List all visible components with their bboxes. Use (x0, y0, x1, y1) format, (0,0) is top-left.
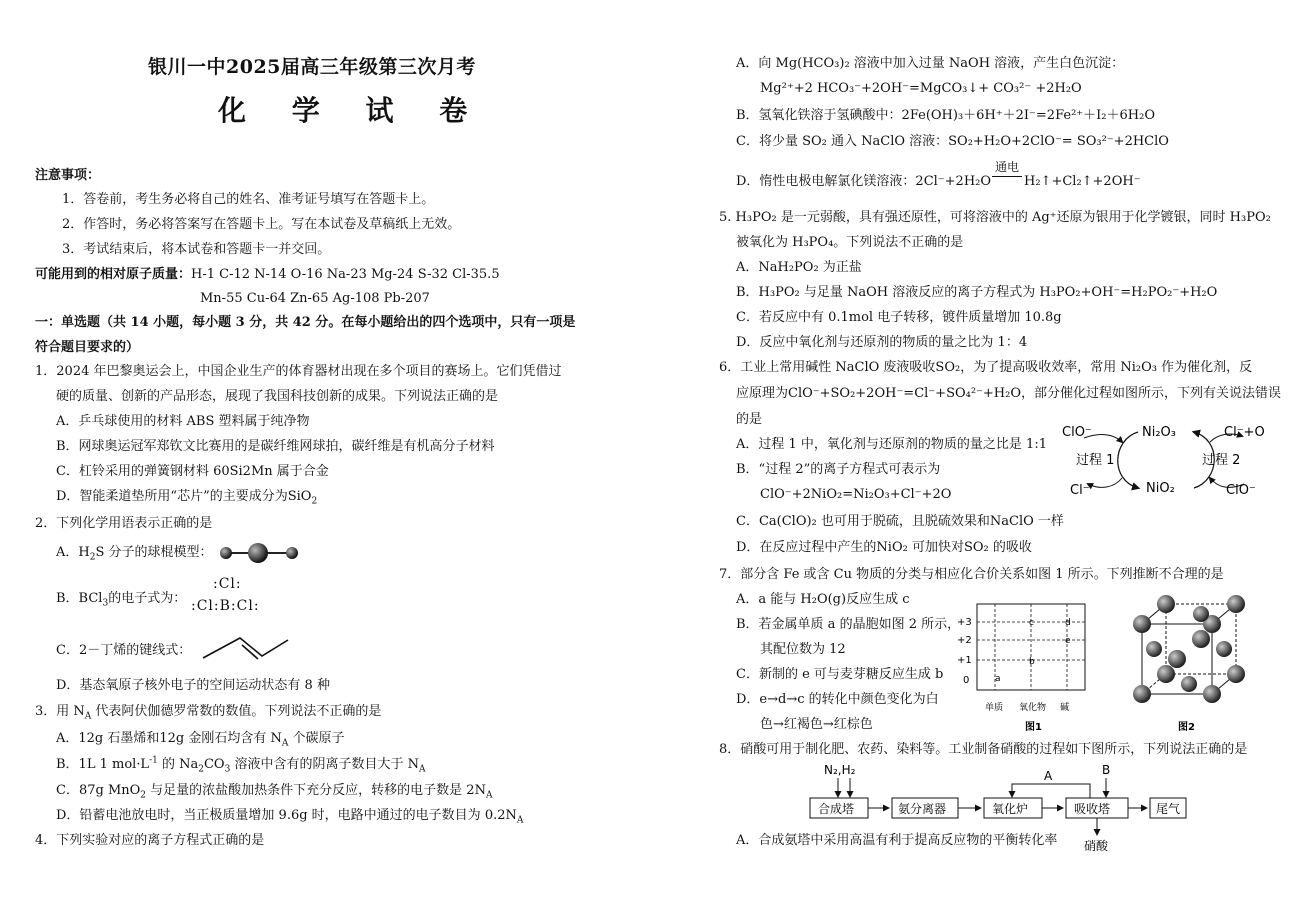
point-label-a: a (995, 674, 1001, 684)
point-label-c: c (1029, 618, 1034, 628)
fig-cl-o: Cl⁻+O (1224, 425, 1265, 440)
ytick-label: 0 (963, 675, 970, 686)
q6-option-c: C．Ca(ClO)₂ 也可用于脱硫，且脱硫效果和NaClO 一样 (736, 514, 1064, 529)
xcat-label: 氧化物 (1019, 703, 1047, 713)
q5-stem: 5. H₃PO₂ 是一元弱酸，具有强还原性，可将溶液中的 Ag⁺还原为银用于化学镀银，同时 H₃PO₂ (719, 210, 1271, 225)
reaction-arrow (992, 176, 1022, 177)
atomic-masses-line1: 可能用到的相对原子质量：H-1 C-12 N-14 O-16 Na-23 Mg-24 S-32 Cl-35.5 (35, 267, 500, 282)
q1-option-b: B．网球奥运冠军郑钦文比赛用的是碳纤维网球拍，碳纤维是有机高分子材料 (56, 439, 495, 454)
q4-option-c: C．将少量 SO₂ 通入 NaClO 溶液：SO₂+H₂O+2ClO⁻= SO₃²⁻+2HClO (736, 134, 1169, 149)
q4-stem: 4．下列实验对应的离子方程式正确的是 (35, 833, 265, 848)
point-label-e: e (1065, 636, 1071, 646)
xcat-label: 单质 (985, 703, 1004, 713)
q6-stem: 6．工业上常用碱性 NaClO 废液吸收SO₂，为了提高吸收效率，常用 Ni₂O₃ 作为催化剂，反 (719, 360, 1253, 375)
note-item: 1．答卷前，考生务必将自己的姓名、准考证号填写在答题卡上。 (62, 192, 435, 207)
q2-option-a: A．$H_2S$ 分子的球棍模型： (56, 545, 213, 563)
ytick-label: +3 (957, 617, 972, 628)
q4-option-b: B．氢氧化铁溶于氢碘酸中：2Fe(OH)₃＋6H⁺＋2I⁻=2Fe²⁺＋I₂＋6H₂O (736, 108, 1155, 123)
q7-option-c: C．新制的 e 可与麦芽糖反应生成 b (736, 667, 944, 682)
fig-clo-right: ClO⁻ (1226, 483, 1256, 498)
q6-option-b: B．“过程 2”的离子方程式可表示为 (736, 462, 941, 477)
catalytic-cycle-diagram (1060, 418, 1272, 504)
q3-option-c: C．87g MnO$_2$ 与足量的浓盐酸加热条件下充分反应，转移的电子数是 $2N_A$ (56, 783, 493, 801)
q4-option-a-equation: Mg²⁺+2 HCO₃⁻+2OH⁻=MgCO₃↓+ CO₃²⁻ +2H₂O (760, 81, 1082, 96)
note-item: 2．作答时，务必将答案写在答题卡上。写在本试卷及草稿纸上无效。 (62, 217, 461, 232)
q4-option-d-products: H₂↑+Cl₂↑+2OH⁻ (1024, 174, 1141, 189)
q3-option-a: A．12g 石墨烯和12g 金刚石均含有 $N_A$ 个碳原子 (56, 731, 345, 749)
q5-option-a: A．NaH₂PO₂ 为正盐 (736, 260, 862, 275)
q8-stem: 8．硝酸可用于制化肥、农药、染料等。工业制备硝酸的过程如下图所示，下列说法正确的是 (719, 742, 1248, 757)
q3-option-b: B．1L 1 $mol\cdot L^{-1}$ 的 $Na_2CO_3$ 溶液中含有的阴离子数目大于 $N_A$ (56, 755, 426, 775)
q2-stem: 2．下列化学用语表示正确的是 (35, 516, 213, 531)
q7-option-b-cont: 其配位数为 12 (760, 642, 846, 657)
ytick-label: +2 (957, 635, 972, 646)
flow-stream-b: B (1102, 763, 1111, 777)
q2-option-c: C．2－丁烯的键线式： (56, 643, 192, 658)
fig-process2: 过程 2 (1202, 453, 1241, 468)
exam-title: 银川一中2025届高三年级第三次月考 (148, 56, 476, 78)
flow-inputs: N₂,H₂ (824, 763, 856, 777)
q3-option-d: D．铅蓄电池放电时，当正极质量增加 9.6g 时，电路中通过的电子数目为 $0.2N_A$ (56, 808, 524, 826)
electron-formula-top: :Cl: (213, 576, 242, 592)
fig-nio2: NiO₂ (1146, 481, 1175, 496)
flow-box-label: 合成塔 (818, 802, 855, 816)
q3-stem: 3．用 $N_A$ 代表阿伏伽德罗常数的数值。下列说法不正确的是 (35, 704, 382, 722)
subject-title: 化 学 试 卷 (218, 94, 486, 127)
section-heading: 一：单选题（共 14 小题，每小题 3 分，共 42 分。在每小题给出的四个选项中，只有一项是 (35, 315, 576, 330)
fig-ni2o3: Ni₂O₃ (1142, 425, 1176, 440)
q1-stem-cont: 硬的质量、创新的产品形态，展现了我国科技创新的成果。下列说法正确的是 (56, 389, 499, 404)
figure1-caption: 图1 (1025, 722, 1042, 733)
q4-option-d: D．惰性电极电解氯化镁溶液：2Cl⁻+2H₂O (736, 174, 992, 189)
flow-box-label: 吸收塔 (1074, 802, 1111, 816)
q7-option-d: D．e→d→c 的转化中颜色变化为白 (736, 692, 939, 707)
xcat-label: 碱 (1060, 703, 1070, 713)
fig-cl-left: Cl⁻ (1070, 483, 1090, 498)
q4-option-a: A．向 Mg(HCO₃)₂ 溶液中加入过量 NaOH 溶液，产生白色沉淀： (736, 56, 1125, 71)
note-item: 3．考试结束后，将本试卷和答题卡一并交回。 (62, 242, 331, 257)
fcc-unit-cell-diagram (1128, 590, 1248, 736)
q5-stem-cont: 被氧化为 H₃PO₄。下列说法不正确的是 (736, 235, 964, 250)
q7-option-d-cont: 色→红褐色→红棕色 (760, 717, 873, 732)
point-label-d: d (1065, 618, 1071, 628)
q8-option-a: A．合成氨塔中采用高温有利于提高反应物的平衡转化率 (736, 833, 1058, 848)
q5-option-d: D．反应中氧化剂与还原剂的物质的量之比为 1：4 (736, 335, 1028, 350)
q7-option-a: A．a 能与 H₂O(g)反应生成 c (736, 592, 910, 607)
electrolysis-condition: 通电 (995, 160, 1020, 174)
point-label-b: b (1029, 657, 1035, 667)
skeletal-formula-icon (200, 634, 292, 664)
q7-stem: 7．部分含 Fe 或含 Cu 物质的分类与相应化合价关系如图 1 所示。下列推断不合理的是 (719, 567, 1224, 582)
atomic-masses-line2: Mn-55 Cu-64 Zn-65 Ag-108 Pb-207 (200, 291, 430, 306)
q1-option-d: D．智能柔道垫所用“芯片”的主要成分为SiO$_2$ (56, 489, 318, 507)
electron-formula-main: :Cl:B:Cl: (191, 598, 260, 614)
valence-category-chart (955, 600, 1095, 734)
flow-stream-a: A (1044, 769, 1053, 783)
ball-stick-model-icon (218, 542, 300, 564)
q2-option-b: B．BCl$_3$的电子式为： (56, 591, 187, 609)
q1-stem: 1．2024 年巴黎奥运会上，中国企业生产的体育器材出现在多个项目的赛场上。它们凭借过 (35, 364, 562, 379)
notes-heading: 注意事项： (35, 168, 101, 183)
q6-option-a: A．过程 1 中，氧化剂与还原剂的物质的量之比是 1:1 (736, 437, 1047, 452)
flow-product: 硝酸 (1084, 839, 1109, 853)
q7-option-b: B．若金属单质 a 的晶胞如图 2 所示， (736, 617, 961, 632)
q2-option-d: D．基态氧原子核外电子的空间运动状态有 8 种 (56, 678, 330, 693)
section-heading-cont: 符合题目要求的） (35, 340, 140, 355)
q5-option-c: C．若反应中有 0.1mol 电子转移，镀件质量增加 10.8g (736, 310, 1062, 325)
fig-process1: 过程 1 (1076, 453, 1115, 468)
flow-box-label: 氧化炉 (992, 802, 1029, 816)
q1-option-c: C．杠铃采用的弹簧钢材料 60Si2Mn 属于合金 (56, 464, 329, 479)
ytick-label: +1 (957, 655, 972, 666)
fig-clo-left: ClO⁻ (1062, 425, 1092, 440)
figure2-caption: 图2 (1178, 722, 1195, 733)
q6-option-b-equation: ClO⁻+2NiO₂=Ni₂O₃+Cl⁻+2O (760, 487, 952, 502)
q6-stem-cont: 应原理为ClO⁻+SO₂+2OH⁻=Cl⁻+SO₄²⁻+H₂O，部分催化过程如图所示，下列有关说法错误 (736, 386, 1282, 401)
q1-option-a: A．乒乓球使用的材料 ABS 塑料属于纯净物 (56, 414, 310, 429)
q6-stem-cont2: 的是 (736, 412, 763, 427)
flow-box-label: 尾气 (1156, 802, 1181, 816)
flow-box-label: 氨分离器 (898, 802, 947, 816)
q5-option-b: B．H₃PO₂ 与足量 NaOH 溶液反应的离子方程式为 H₃PO₂+OH⁻=H₂PO₂⁻+H₂O (736, 285, 1218, 300)
q6-option-d: D．在反应过程中产生的NiO₂ 可加快对SO₂ 的吸收 (736, 540, 1032, 555)
